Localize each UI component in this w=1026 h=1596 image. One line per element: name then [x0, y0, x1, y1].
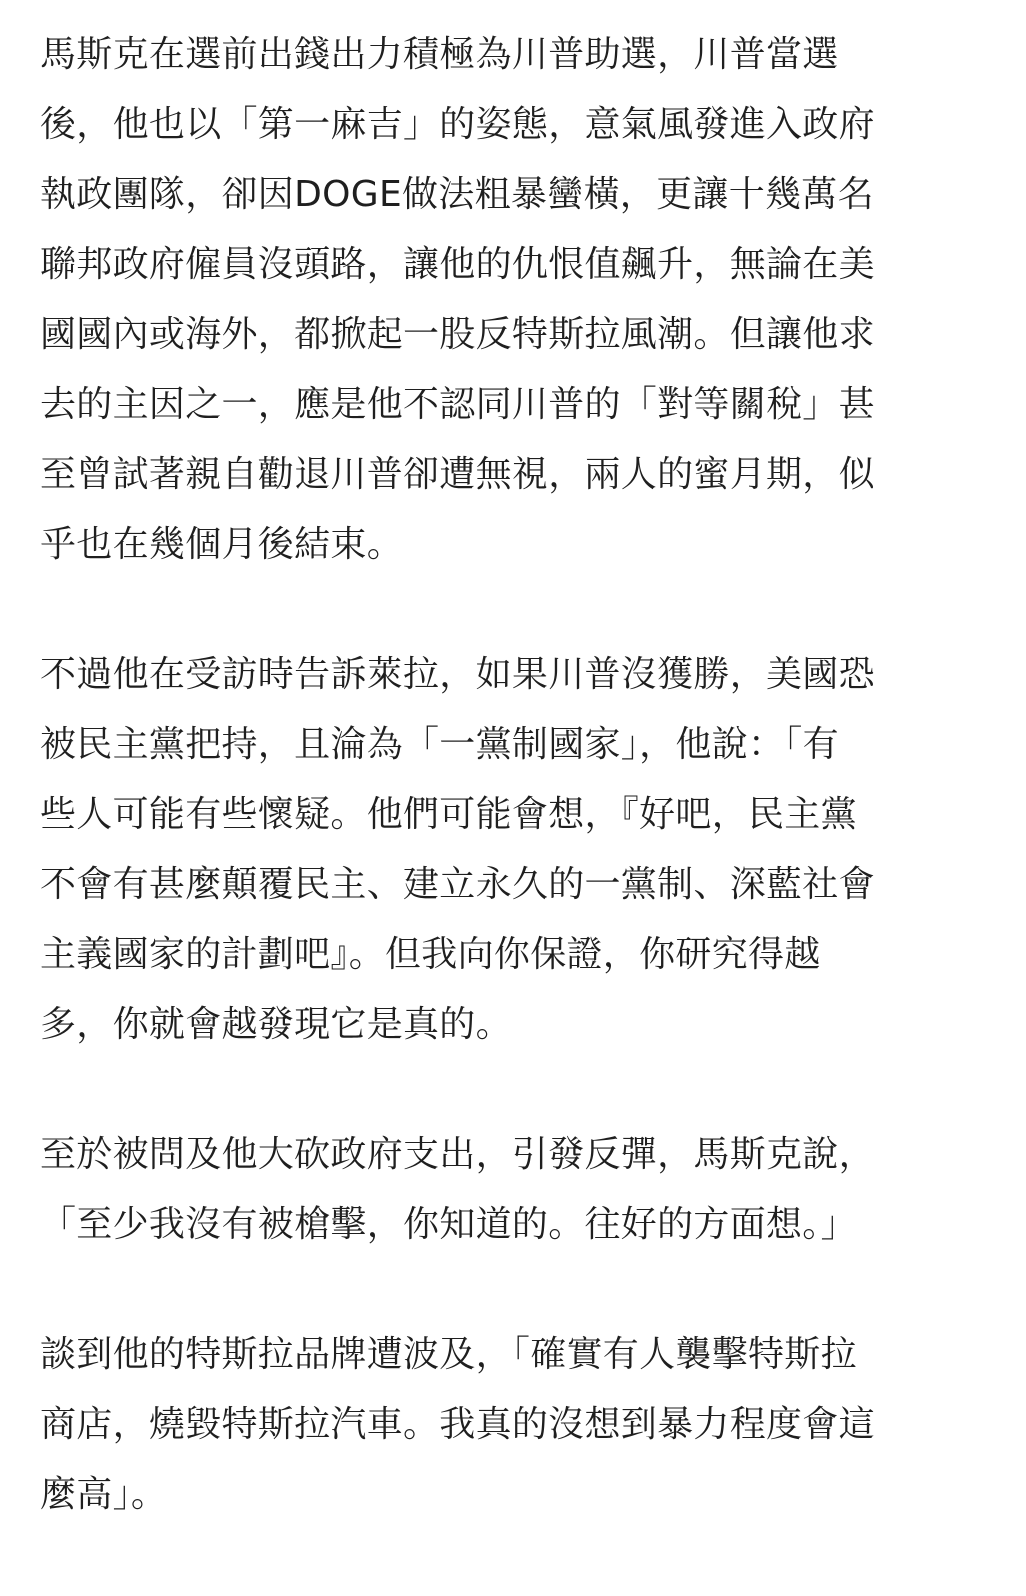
paragraph-line: 不過他在受訪時告訴萊拉，如果川普沒獲勝，美國恐	[40, 654, 875, 695]
paragraph-line: 至曾試著親自勸退川普卻遭無視，兩人的蜜月期，似	[40, 454, 875, 495]
paragraph-spacer	[40, 580, 986, 640]
paragraph-line: 商店，燒毀特斯拉汽車。我真的沒想到暴力程度會這	[40, 1404, 875, 1445]
paragraph-3	[40, 1120, 986, 1260]
paragraph-spacer	[40, 1060, 986, 1120]
paragraph-line: 談到他的特斯拉品牌遭波及，「確實有人襲擊特斯拉	[40, 1334, 857, 1375]
paragraph-4	[40, 1320, 986, 1530]
paragraph-line: 至於被問及他大砍政府支出，引發反彈，馬斯克說，	[40, 1134, 875, 1175]
paragraph-spacer	[40, 1260, 986, 1320]
paragraph-line: 國國內或海外，都掀起一股反特斯拉風潮。但讓他求	[40, 314, 875, 355]
paragraph-line: 去的主因之一，應是他不認同川普的「對等關稅」甚	[40, 384, 875, 425]
paragraph-line: 乎也在幾個月後結束。	[40, 524, 404, 565]
paragraph-line: 些人可能有些懷疑。他們可能會想，『好吧，民主黨	[40, 794, 857, 835]
paragraph-2	[40, 640, 986, 1060]
paragraph-line: 不會有甚麼顛覆民主、建立永久的一黨制、深藍社會	[40, 864, 875, 905]
paragraph-line: 被民主黨把持，且淪為「一黨制國家」，他說：「有	[40, 724, 839, 765]
paragraph-1	[40, 20, 986, 580]
paragraph-line: 多，你就會越發現它是真的。	[40, 1004, 512, 1045]
paragraph-line: 執政團隊，卻因DOGE做法粗暴蠻橫，更讓十幾萬名	[40, 174, 874, 215]
paragraph-line: 聯邦政府僱員沒頭路，讓他的仇恨值飆升，無論在美	[40, 244, 875, 285]
paragraph-line: 馬斯克在選前出錢出力積極為川普助選，川普當選	[40, 34, 839, 75]
paragraph-line: 主義國家的計劃吧』。但我向你保證，你研究得越	[40, 934, 821, 975]
paragraph-line: 麼高」。	[40, 1474, 168, 1515]
paragraph-line: 「至少我沒有被槍擊，你知道的。往好的方面想。」	[40, 1204, 857, 1245]
paragraph-line: 後，他也以「第一麻吉」的姿態，意氣風發進入政府	[40, 104, 875, 145]
